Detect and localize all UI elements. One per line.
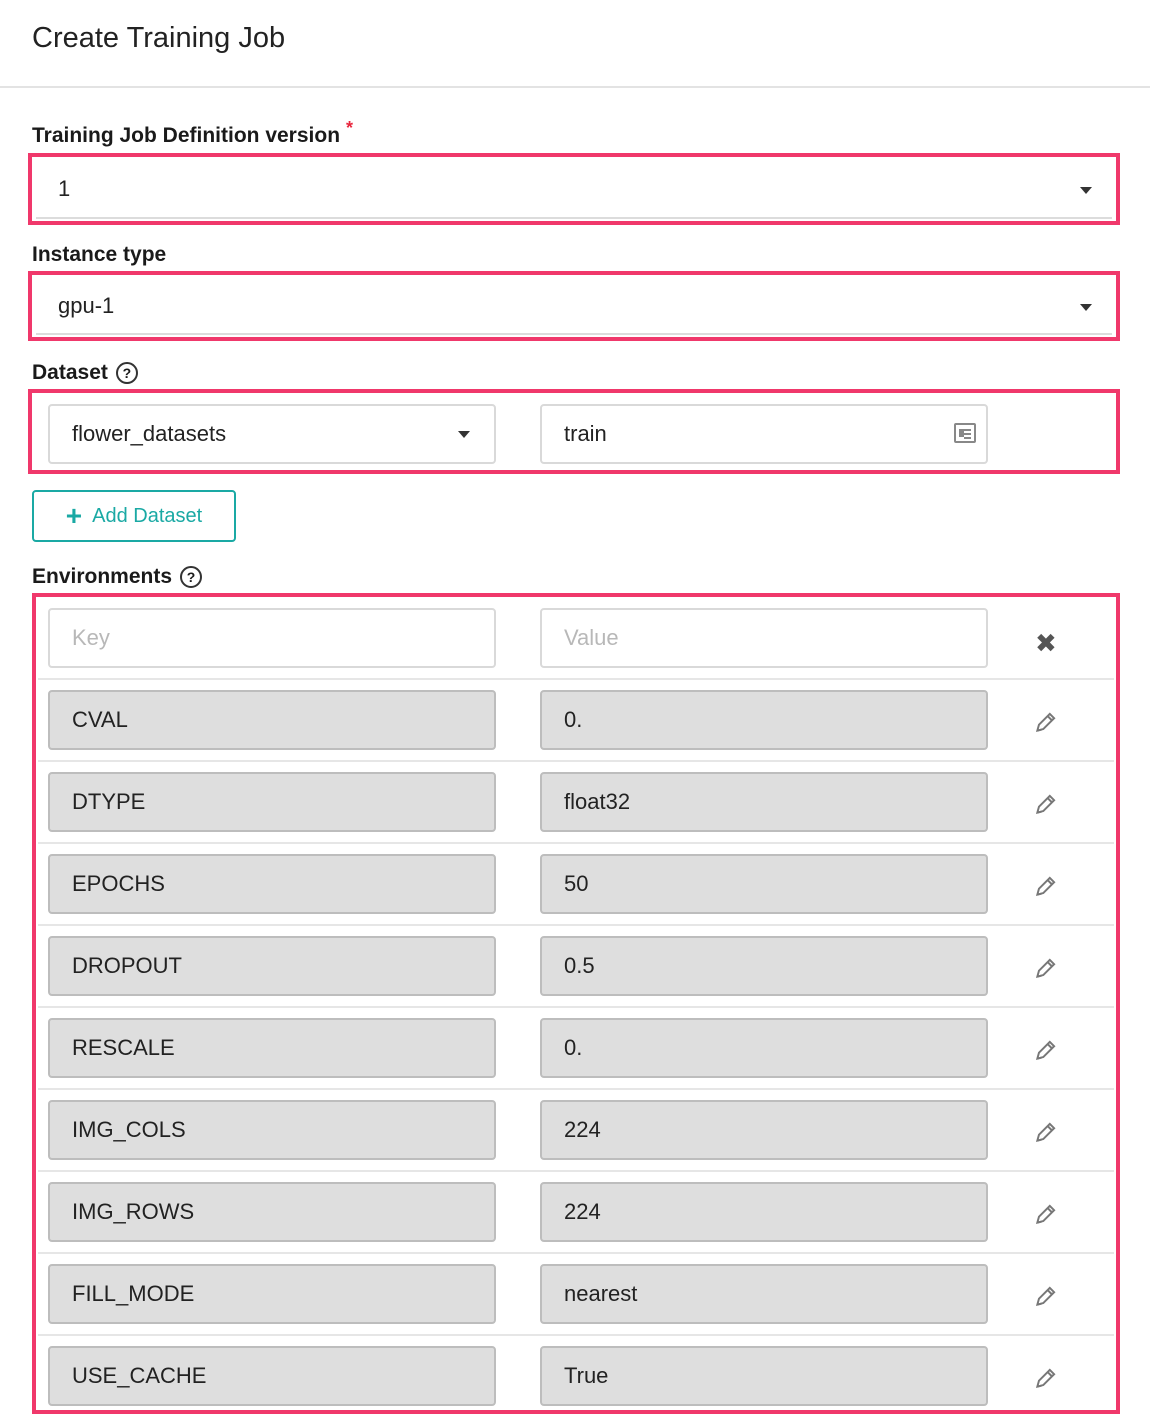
- pencil-icon[interactable]: [1033, 791, 1059, 817]
- row-divider: [38, 842, 1114, 844]
- row-divider: [38, 924, 1114, 926]
- question-circle-icon[interactable]: ?: [180, 566, 202, 588]
- pencil-icon[interactable]: [1033, 1283, 1059, 1309]
- env-value-field: 224: [540, 1182, 988, 1242]
- pencil-icon[interactable]: [1033, 955, 1059, 981]
- caret-down-icon: [1080, 187, 1092, 194]
- env-value-field: nearest: [540, 1264, 988, 1324]
- env-value-field: True: [540, 1346, 988, 1406]
- row-divider: [38, 1088, 1114, 1090]
- add-dataset-button[interactable]: + Add Dataset: [32, 490, 236, 542]
- env-value-field: 0.5: [540, 936, 988, 996]
- env-value-field: 224: [540, 1100, 988, 1160]
- instance-type-label: Instance type: [32, 243, 167, 266]
- env-key-field: FILL_MODE: [48, 1264, 496, 1324]
- row-divider: [38, 678, 1114, 680]
- dataset-name-select[interactable]: flower_datasets: [48, 404, 496, 464]
- env-key-field: IMG_ROWS: [48, 1182, 496, 1242]
- env-key-field: USE_CACHE: [48, 1346, 496, 1406]
- dataset-split-field[interactable]: train: [540, 404, 988, 464]
- required-mark: *: [346, 117, 354, 138]
- env-value-input[interactable]: Value: [540, 608, 988, 668]
- env-value-field: float32: [540, 772, 988, 832]
- pencil-icon[interactable]: [1033, 1365, 1059, 1391]
- pencil-icon[interactable]: [1033, 1119, 1059, 1145]
- env-key-field: DROPOUT: [48, 936, 496, 996]
- page-header: [0, 0, 1150, 88]
- row-divider: [38, 1170, 1114, 1172]
- page-title: Create Training Job: [32, 22, 286, 54]
- env-key-field: EPOCHS: [48, 854, 496, 914]
- id-card-icon[interactable]: [954, 423, 976, 443]
- dataset-label: Dataset ?: [32, 361, 138, 385]
- env-key-field: CVAL: [48, 690, 496, 750]
- question-circle-icon[interactable]: ?: [116, 362, 138, 384]
- pencil-icon[interactable]: [1033, 873, 1059, 899]
- close-icon[interactable]: ✖: [1035, 628, 1057, 658]
- caret-down-icon: [458, 431, 470, 438]
- environments-label: Environments ?: [32, 565, 202, 589]
- instance-type-select[interactable]: gpu-1: [36, 279, 1112, 335]
- caret-down-icon: [1080, 304, 1092, 311]
- row-divider: [38, 760, 1114, 762]
- env-value-field: 50: [540, 854, 988, 914]
- env-key-field: RESCALE: [48, 1018, 496, 1078]
- plus-icon: +: [65, 500, 83, 531]
- env-value-field: 0.: [540, 1018, 988, 1078]
- definition-version-label: Training Job Definition version *: [32, 117, 354, 147]
- definition-version-select[interactable]: 1: [36, 161, 1112, 219]
- pencil-icon[interactable]: [1033, 709, 1059, 735]
- pencil-icon[interactable]: [1033, 1201, 1059, 1227]
- row-divider: [38, 1252, 1114, 1254]
- env-key-field: IMG_COLS: [48, 1100, 496, 1160]
- env-key-input[interactable]: Key: [48, 608, 496, 668]
- pencil-icon[interactable]: [1033, 1037, 1059, 1063]
- row-divider: [38, 1006, 1114, 1008]
- env-value-field: 0.: [540, 690, 988, 750]
- env-key-field: DTYPE: [48, 772, 496, 832]
- row-divider: [38, 1334, 1114, 1336]
